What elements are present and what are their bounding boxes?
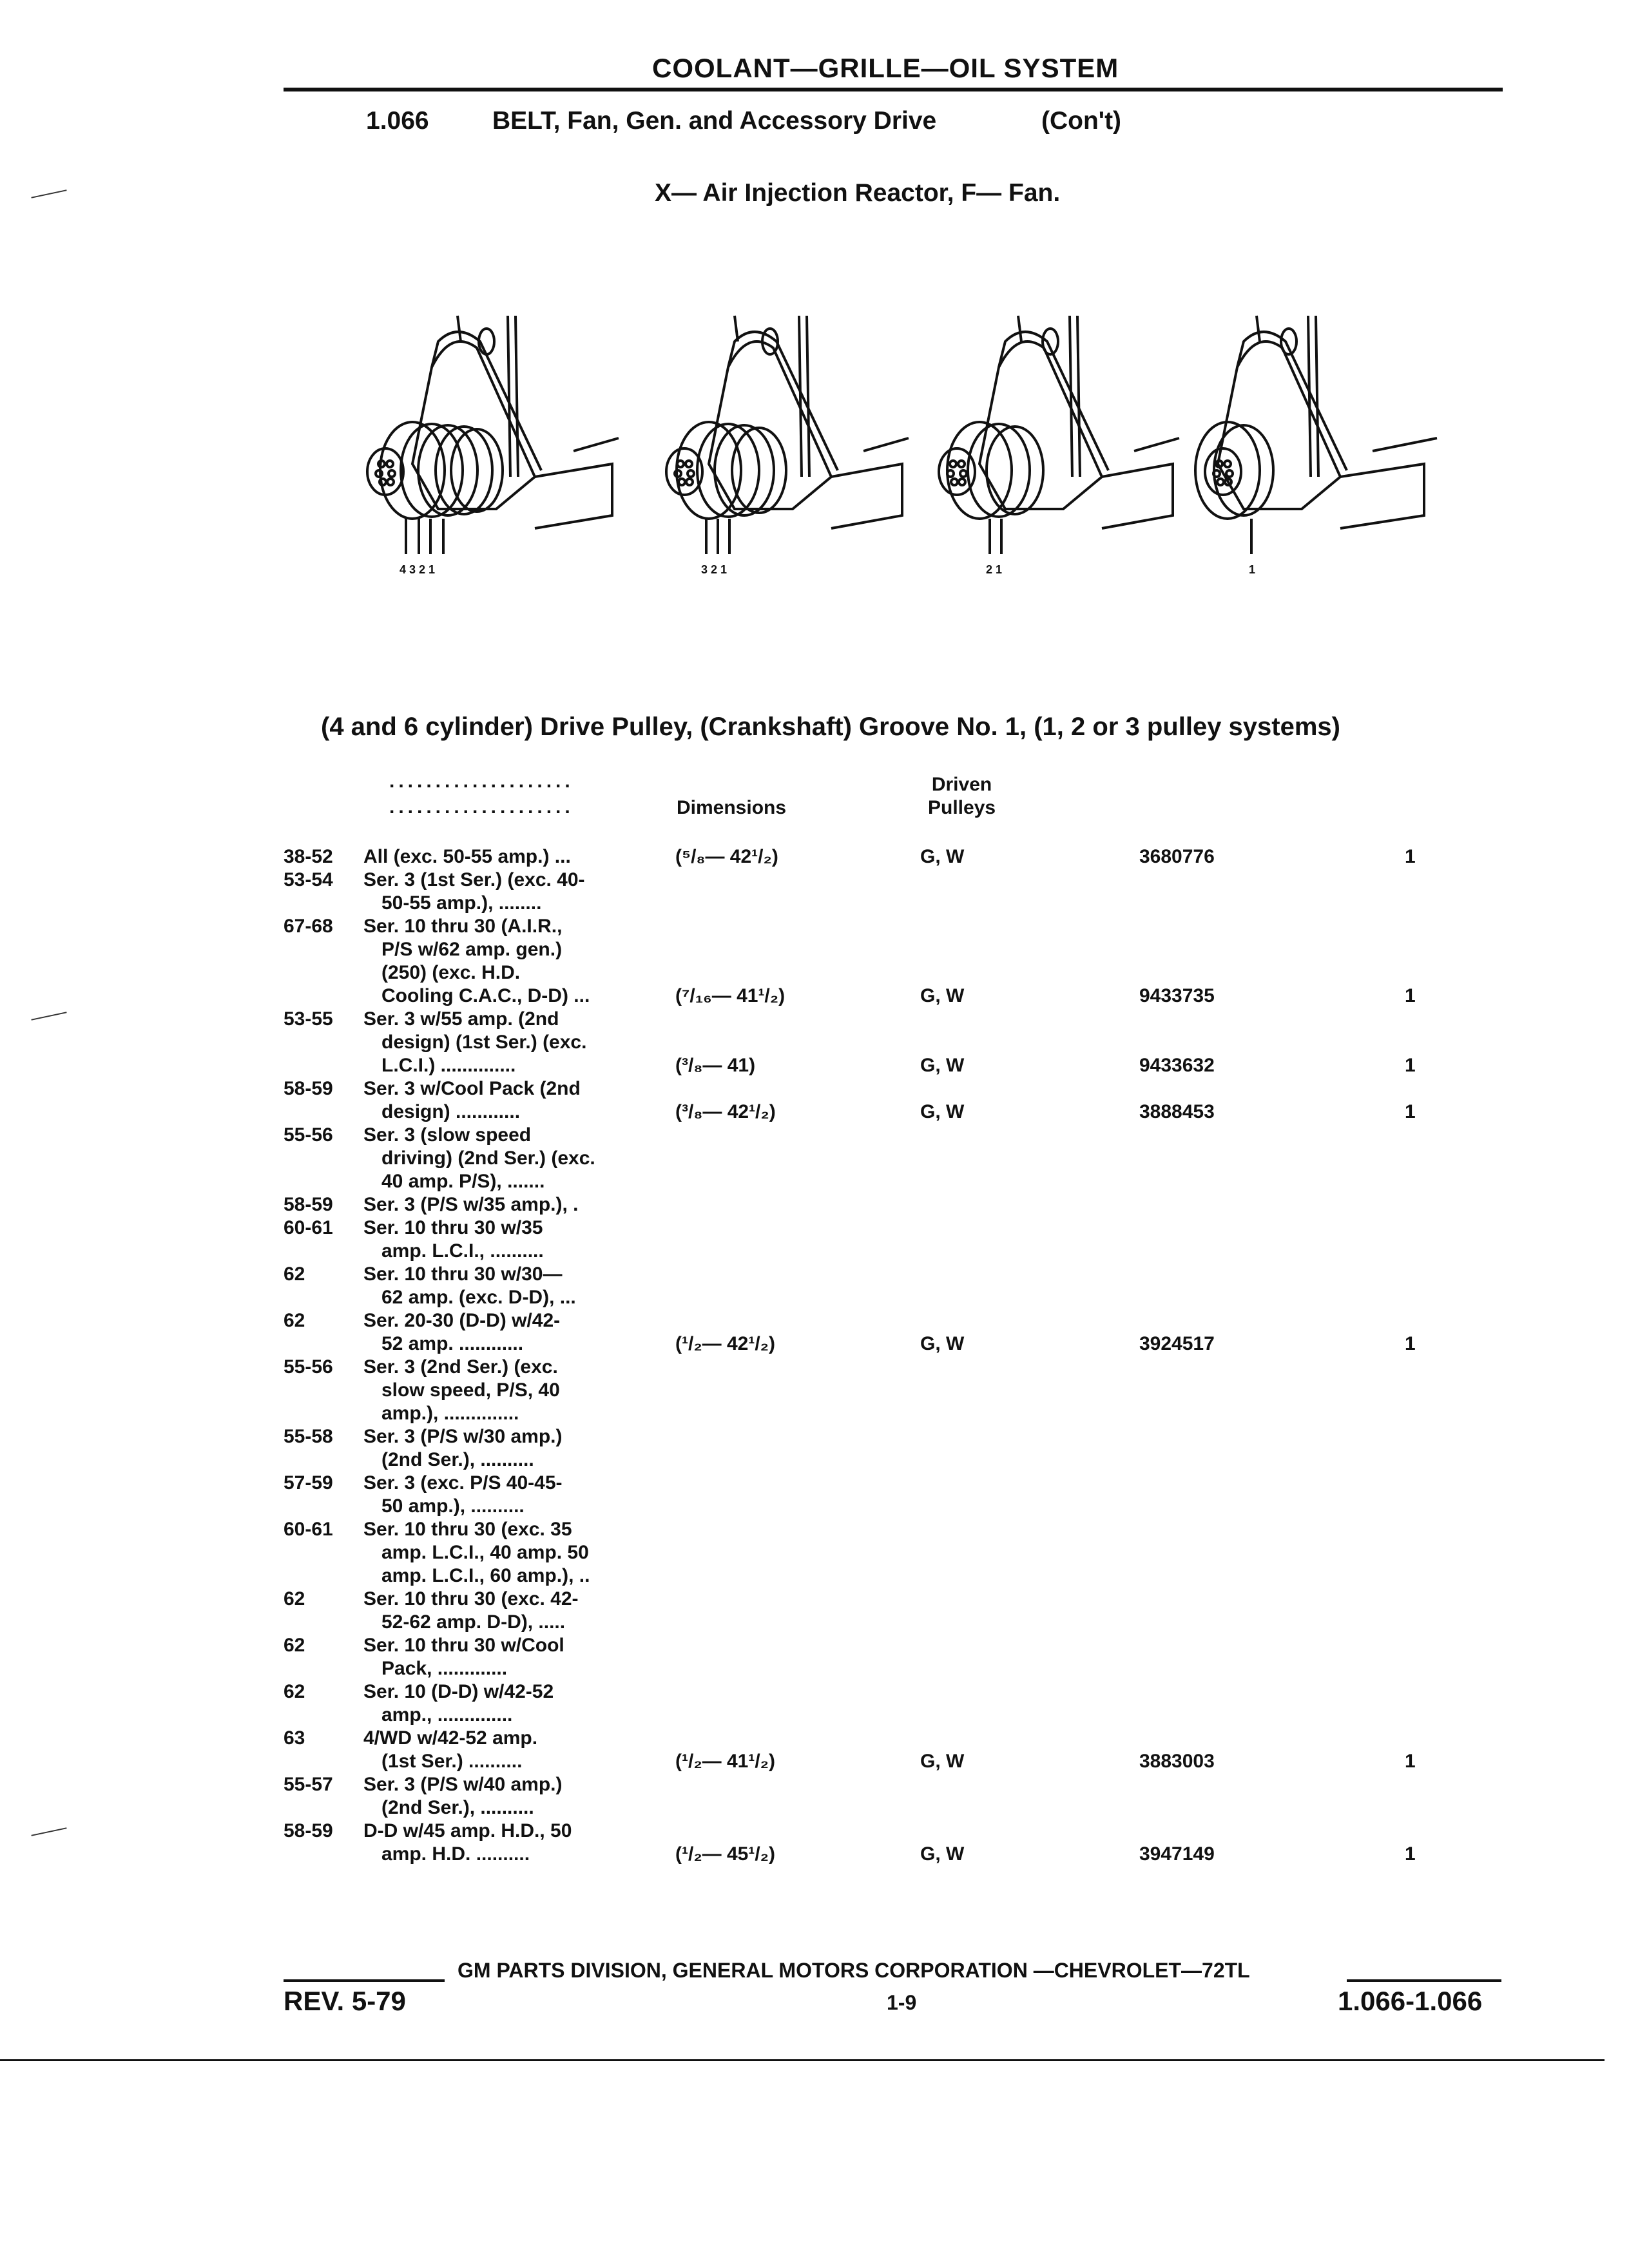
row-dimensions: (³/₈— 42¹/₂) bbox=[675, 1101, 776, 1122]
header-leader: .................... bbox=[389, 771, 574, 792]
row-dimensions: (⁷/₁₆— 41¹/₂) bbox=[675, 985, 786, 1006]
row-part-number: 3924517 bbox=[1139, 1333, 1215, 1354]
row-description bbox=[363, 1077, 930, 1124]
row-year: 60-61 bbox=[284, 1217, 333, 1238]
row-quantity: 1 bbox=[1405, 1055, 1416, 1076]
row-description-line: amp.), .............. bbox=[381, 1403, 519, 1424]
column-header-dimensions: Dimensions bbox=[677, 797, 787, 818]
row-year: 62 bbox=[284, 1588, 305, 1610]
row-description-line: design) ............ bbox=[381, 1101, 521, 1122]
row-description-line: 52 amp. ............ bbox=[381, 1333, 524, 1354]
row-year: 57-59 bbox=[284, 1472, 333, 1494]
row-dimensions: (¹/₂— 42¹/₂) bbox=[675, 1333, 775, 1354]
row-dimensions: (¹/₂— 41¹/₂) bbox=[675, 1751, 775, 1772]
row-description-line: Pack, ............. bbox=[381, 1658, 508, 1679]
pulley-illustration-two-groove bbox=[921, 303, 1192, 580]
row-part-number: 9433632 bbox=[1139, 1055, 1215, 1076]
row-year: 67-68 bbox=[284, 916, 333, 937]
row-description-line: 62 amp. (exc. D-D), ... bbox=[381, 1287, 576, 1308]
footer-page-number: 1-9 bbox=[887, 1991, 917, 2014]
row-year: 62 bbox=[284, 1635, 305, 1656]
row-description-line: Ser. 10 thru 30 (exc. 35 bbox=[363, 1519, 572, 1540]
row-description bbox=[363, 1727, 930, 1773]
row-year: 58-59 bbox=[284, 1194, 333, 1215]
row-part-number: 3947149 bbox=[1139, 1843, 1215, 1865]
row-description bbox=[363, 869, 930, 915]
row-description-line: slow speed, P/S, 40 bbox=[381, 1379, 560, 1401]
groove-labels: 2 1 bbox=[986, 563, 1003, 576]
item-title: BELT, Fan, Gen. and Accessory Drive bbox=[492, 107, 937, 135]
row-description-line: amp. H.D. .......... bbox=[381, 1843, 530, 1865]
row-description bbox=[363, 1472, 930, 1518]
row-description-line: Ser. 3 w/Cool Pack (2nd bbox=[363, 1078, 581, 1099]
page-bottom-rule bbox=[0, 2059, 1605, 2061]
row-description bbox=[363, 1216, 930, 1263]
row-description-line: driving) (2nd Ser.) (exc. bbox=[381, 1148, 595, 1169]
row-description-line: Ser. 3 (slow speed bbox=[363, 1124, 532, 1146]
footer-revision: REV. 5-79 bbox=[284, 1986, 406, 2016]
row-quantity: 1 bbox=[1405, 985, 1416, 1006]
legend-text: X— Air Injection Reactor, F— Fan. bbox=[655, 179, 1061, 207]
row-description-line: Ser. 20-30 (D-D) w/42- bbox=[363, 1310, 561, 1331]
item-number: 1.066 bbox=[366, 107, 429, 135]
row-dimensions: (⁵/₈— 42¹/₂) bbox=[675, 846, 778, 867]
row-year: 38-52 bbox=[284, 846, 333, 867]
row-driven-pulleys: G, W bbox=[920, 1101, 965, 1122]
row-driven-pulleys: G, W bbox=[920, 1055, 965, 1076]
row-description-line: Ser. 3 w/55 amp. (2nd bbox=[363, 1008, 559, 1030]
row-description-line: Ser. 10 (D-D) w/42-52 bbox=[363, 1681, 554, 1702]
row-description bbox=[363, 1634, 930, 1680]
row-description-line: (2nd Ser.), .......... bbox=[381, 1449, 534, 1470]
row-quantity: 1 bbox=[1405, 1843, 1416, 1865]
row-description-line: Ser. 3 (P/S w/40 amp.) bbox=[363, 1774, 563, 1795]
footer-rule-left bbox=[284, 1979, 445, 1982]
row-year: 53-55 bbox=[284, 1008, 333, 1030]
pulley-illustration-one-groove bbox=[1179, 303, 1450, 580]
groove-labels: 1 bbox=[1249, 563, 1256, 576]
row-description-line: 4/WD w/42-52 amp. bbox=[363, 1727, 538, 1749]
pulley-illustration-four-groove bbox=[342, 303, 638, 580]
footer-rule-right bbox=[1347, 1979, 1501, 1982]
row-description-line: D-D w/45 amp. H.D., 50 bbox=[363, 1820, 572, 1841]
header-rule bbox=[284, 88, 1503, 91]
row-description bbox=[363, 1356, 930, 1425]
row-description-line: 50-55 amp.), ........ bbox=[381, 892, 542, 914]
row-description bbox=[363, 1425, 930, 1472]
row-description bbox=[363, 1263, 930, 1309]
row-description-line: Ser. 3 (2nd Ser.) (exc. bbox=[363, 1356, 558, 1378]
row-description-line: amp. L.C.I., 60 amp.), .. bbox=[381, 1565, 590, 1586]
row-description-line: Ser. 10 thru 30 w/30— bbox=[363, 1264, 563, 1285]
row-description-line: 50 amp.), .......... bbox=[381, 1495, 525, 1517]
groove-labels: 4 3 2 1 bbox=[400, 563, 436, 576]
margin-mark bbox=[31, 189, 66, 198]
row-description bbox=[363, 845, 930, 869]
row-description bbox=[363, 1008, 930, 1077]
row-driven-pulleys: G, W bbox=[920, 985, 965, 1006]
row-description bbox=[363, 1680, 930, 1727]
row-description bbox=[363, 1588, 930, 1634]
row-quantity: 1 bbox=[1405, 846, 1416, 867]
row-year: 60-61 bbox=[284, 1519, 333, 1540]
margin-mark bbox=[31, 1827, 66, 1836]
row-description-line: Ser. 10 thru 30 w/Cool bbox=[363, 1635, 564, 1656]
row-description-line: design) (1st Ser.) (exc. bbox=[381, 1032, 587, 1053]
row-year: 62 bbox=[284, 1681, 305, 1702]
row-year: 55-58 bbox=[284, 1426, 333, 1447]
row-part-number: 9433735 bbox=[1139, 985, 1215, 1006]
row-description-line: All (exc. 50-55 amp.) ... bbox=[363, 846, 571, 867]
header-leader: .................... bbox=[389, 796, 574, 818]
row-description bbox=[363, 1309, 930, 1356]
row-driven-pulleys: G, W bbox=[920, 846, 965, 867]
row-description-line: Ser. 3 (P/S w/35 amp.), . bbox=[363, 1194, 579, 1215]
pulley-illustration-three-groove bbox=[644, 303, 921, 580]
row-year: 58-59 bbox=[284, 1820, 333, 1841]
row-description-line: Ser. 3 (exc. P/S 40-45- bbox=[363, 1472, 563, 1494]
row-year: 55-56 bbox=[284, 1124, 333, 1146]
row-description-line: amp., .............. bbox=[381, 1704, 513, 1725]
row-description-line: 40 amp. P/S), ....... bbox=[381, 1171, 545, 1192]
row-driven-pulleys: G, W bbox=[920, 1333, 965, 1354]
row-driven-pulleys: G, W bbox=[920, 1843, 965, 1865]
row-year: 53-54 bbox=[284, 869, 333, 890]
row-description-line: 52-62 amp. D-D), ..... bbox=[381, 1611, 566, 1633]
row-description bbox=[363, 1820, 930, 1866]
item-continued: (Con't) bbox=[1041, 107, 1122, 135]
row-description-line: amp. L.C.I., 40 amp. 50 bbox=[381, 1542, 589, 1563]
row-description-line: amp. L.C.I., .......... bbox=[381, 1240, 544, 1262]
row-description bbox=[363, 915, 930, 1008]
row-description bbox=[363, 1124, 930, 1193]
table-caption: (4 and 6 cylinder) Drive Pulley, (Crankshaft) Groove No. 1, (1, 2 or 3 pulley systems) bbox=[321, 713, 1340, 741]
row-year: 55-57 bbox=[284, 1774, 333, 1795]
footer-publisher: GM PARTS DIVISION, GENERAL MOTORS CORPORATION —CHEVROLET—72TL bbox=[458, 1959, 1250, 1982]
groove-labels: 3 2 1 bbox=[701, 563, 728, 576]
row-quantity: 1 bbox=[1405, 1751, 1416, 1772]
row-driven-pulleys: G, W bbox=[920, 1751, 965, 1772]
row-description-line: (250) (exc. H.D. bbox=[381, 962, 521, 983]
row-description-line: (2nd Ser.), .......... bbox=[381, 1797, 534, 1818]
row-description-line: Ser. 3 (1st Ser.) (exc. 40- bbox=[363, 869, 585, 890]
row-description-line: Ser. 3 (P/S w/30 amp.) bbox=[363, 1426, 563, 1447]
row-dimensions: (¹/₂— 45¹/₂) bbox=[675, 1843, 775, 1865]
column-header-driven bbox=[928, 773, 996, 820]
row-year: 62 bbox=[284, 1310, 305, 1331]
footer-range: 1.066-1.066 bbox=[1338, 1986, 1483, 2016]
row-part-number: 3888453 bbox=[1139, 1101, 1215, 1122]
row-description bbox=[363, 1193, 930, 1216]
row-quantity: 1 bbox=[1405, 1333, 1416, 1354]
column-header-driven-line2: Pulleys bbox=[928, 797, 996, 818]
row-year: 55-56 bbox=[284, 1356, 333, 1378]
row-year: 58-59 bbox=[284, 1078, 333, 1099]
row-description-line: Ser. 10 thru 30 (exc. 42- bbox=[363, 1588, 579, 1610]
section-title: COOLANT—GRILLE—OIL SYSTEM bbox=[652, 53, 1119, 83]
row-description bbox=[363, 1773, 930, 1820]
row-description-line: P/S w/62 amp. gen.) bbox=[381, 939, 563, 960]
row-part-number: 3680776 bbox=[1139, 846, 1215, 867]
margin-mark bbox=[31, 1012, 66, 1021]
row-quantity: 1 bbox=[1405, 1101, 1416, 1122]
row-description-line: (1st Ser.) .......... bbox=[381, 1751, 523, 1772]
row-dimensions: (³/₈— 41) bbox=[675, 1055, 756, 1076]
column-header-driven-line1: Driven bbox=[931, 774, 992, 795]
row-year: 62 bbox=[284, 1264, 305, 1285]
row-part-number: 3883003 bbox=[1139, 1751, 1215, 1772]
row-description-line: Cooling C.A.C., D-D) ... bbox=[381, 985, 590, 1006]
row-description-line: Ser. 10 thru 30 w/35 bbox=[363, 1217, 543, 1238]
row-description-line: Ser. 10 thru 30 (A.I.R., bbox=[363, 916, 563, 937]
row-description bbox=[363, 1518, 930, 1588]
row-year: 63 bbox=[284, 1727, 305, 1749]
row-description-line: L.C.I.) .............. bbox=[381, 1055, 516, 1076]
